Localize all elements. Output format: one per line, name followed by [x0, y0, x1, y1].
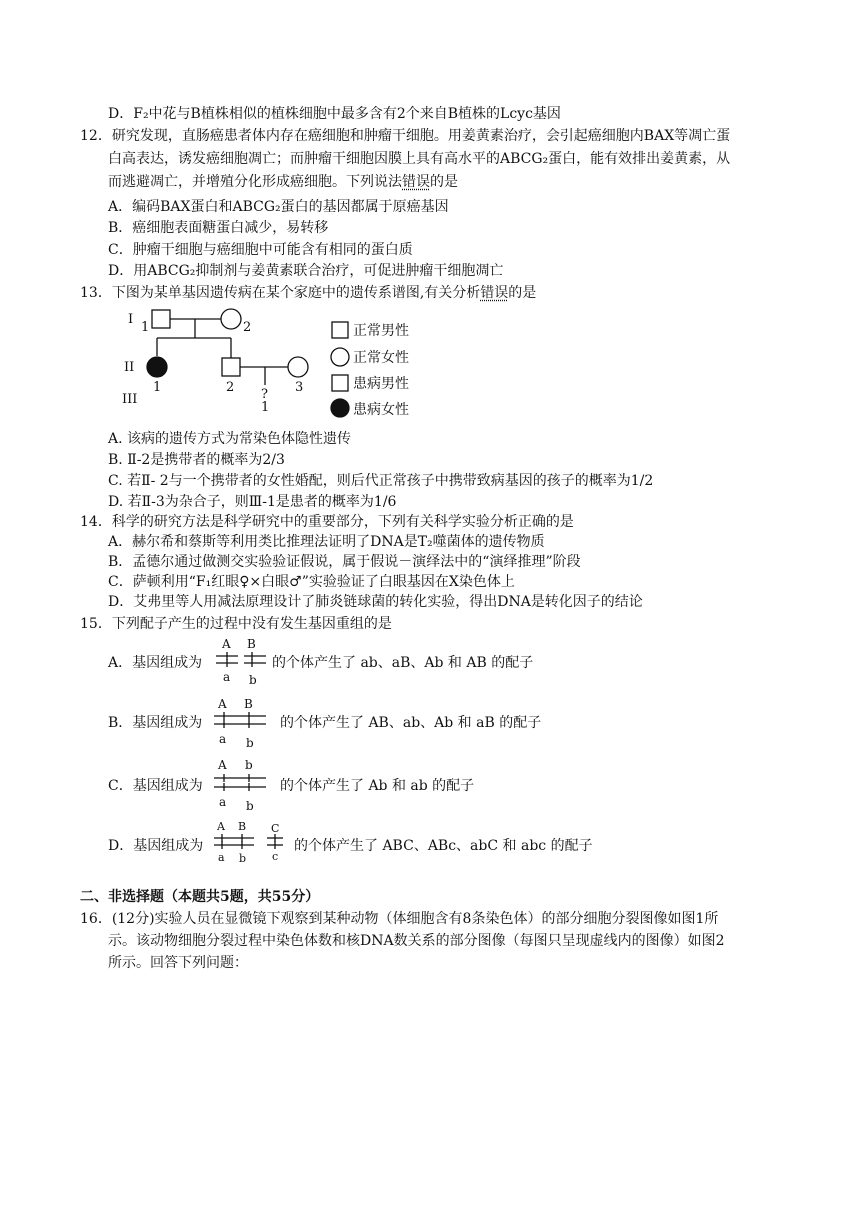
pedigree-i1-normal-male [152, 310, 170, 328]
q16-stem-line1: 16．(12分)实验人员在显微镜下观察到某种动物（体细胞含有8条染色体）的部分细胞分裂图像如图1所 [80, 911, 719, 927]
legend-normal-female-label: 正常女性 [353, 350, 409, 366]
q12-stem-line2: 白高表达，诱发癌细胞凋亡；而肿瘤干细胞因膜上具有高水平的ABCG₂蛋白，能有效排出姜黄素，从 [108, 151, 731, 167]
q15-option-d-text: 的个体产生了 ABC、ABc、abC 和 abc 的配子 [294, 838, 593, 854]
pedigree-num-iii1: 1 [261, 400, 270, 415]
q15-option-b-text: 的个体产生了 AB、ab、Ab 和 aB 的配子 [280, 715, 542, 731]
q15-stem: 15．下列配子产生的过程中没有发生基因重组的是 [80, 616, 392, 632]
q14-option-a: A．赫尔希和蔡斯等利用类比推理法证明了DNA是T₂噬菌体的遗传物质 [108, 534, 545, 550]
section-heading: 二、非选择题（本题共5题，共55分） [80, 889, 320, 905]
q13-option-b: B. Ⅱ-2是携带者的概率为2/3 [108, 452, 285, 468]
q11-option-d: D．F₂中花与B植株相似的植株细胞中最多含有2个来自B植株的Lcyc基因 [108, 106, 561, 122]
q15-option-a-label: A．基因组成为 [108, 655, 203, 671]
q15-b-allele-B: B [244, 697, 253, 711]
q13-stem-text: 13．下图为某单基因遗传病在某个家庭中的遗传系谱图,有关分析 [80, 285, 481, 301]
q15-option-c-label: C．基因组成为 [108, 778, 203, 794]
q15-b-allele-b: b [246, 736, 254, 750]
q15-d-allele-A: A [217, 820, 225, 833]
q12-option-a: A．编码BAX蛋白和ABCG₂蛋白的基因都属于原癌基因 [108, 199, 449, 215]
q14-option-b: B．孟德尔通过做测交实验验证假说，属于假说－演绎法中的“演绎推理”阶段 [108, 554, 581, 570]
q15-a-allele-B: B [247, 637, 256, 651]
pedigree-i2-normal-female [221, 309, 241, 329]
q15-c-allele-A: A [218, 758, 227, 772]
pedigree-num-ii1: 1 [153, 380, 162, 395]
legend-affected-male-label: 患病男性 [353, 376, 409, 392]
q15-c-allele-b-top: b [245, 758, 253, 772]
q15-option-d-label: D．基因组成为 [108, 838, 204, 854]
q13-option-d: D. 若Ⅱ-3为杂合子，则Ⅲ-1是患者的概率为1/6 [108, 494, 397, 510]
pedigree-ii3-normal-female [288, 357, 308, 377]
q15-d-allele-c: c [272, 850, 279, 863]
q15-b-chromosome-diagram [212, 696, 272, 752]
pedigree-ii1-affected-female [147, 357, 167, 377]
pedigree-chart [110, 300, 440, 425]
q12-stem-line1: 12．研究发现，直肠癌患者体内存在癌细胞和肿瘤干细胞。用姜黄素治疗，会引起癌细胞内BAX等凋亡蛋 [80, 128, 731, 144]
pedigree-num-ii3: 3 [295, 380, 304, 395]
q15-d-allele-B: B [238, 820, 247, 833]
legend-affected-female-icon [331, 399, 349, 417]
q15-b-allele-a: a [219, 732, 227, 746]
q12-stem-end: 的是 [430, 174, 458, 190]
pedigree-num-i2: 2 [243, 320, 252, 335]
q13-stem-end: 的是 [508, 285, 537, 301]
legend-affected-male-icon [332, 375, 348, 391]
pedigree-ii2-normal-male [222, 358, 240, 376]
q16-stem-line2: 示。该动物细胞分裂过程中染色体数和核DNA数关系的部分图像（每图只呈现虚线内的图像）如图2 [108, 933, 725, 949]
pedigree-gen-label-iii: III [122, 392, 138, 407]
q15-a-chromosome-diagram [212, 636, 272, 688]
legend-normal-male-label: 正常男性 [353, 323, 409, 339]
q12-option-d: D．用ABCG₂抑制剂与姜黄素联合治疗，可促进肿瘤干细胞凋亡 [108, 263, 504, 279]
q14-option-c: C．萨顿利用“F₁红眼♀×白眼♂”实验验证了白眼基因在X染色体上 [108, 574, 515, 590]
pedigree-gen-label-i: I [128, 312, 134, 327]
q12-stem-line3 [108, 172, 458, 192]
pedigree-num-i1: 1 [141, 320, 150, 335]
q15-c-allele-a: a [219, 795, 227, 809]
q15-a-allele-b: b [249, 673, 257, 687]
q12-emphasis: 错误 [402, 174, 430, 190]
q15-option-b-label: B．基因组成为 [108, 715, 203, 731]
q15-d-allele-a: a [218, 851, 225, 864]
legend-normal-female-icon [331, 348, 349, 366]
q12-option-c: C．肿瘤干细胞与癌细胞中可能含有相同的蛋白质 [108, 242, 413, 258]
q15-c-chromosome-diagram [212, 756, 272, 814]
q15-option-a-text: 的个体产生了 ab、aB、Ab 和 AB 的配子 [272, 655, 534, 671]
q15-d-allele-b: b [239, 852, 247, 865]
q15-b-allele-A: A [218, 697, 227, 711]
q12-stem-text: 而逃避凋亡，并增殖分化形成癌细胞。下列说法 [108, 174, 402, 190]
q13-option-a: A. 该病的遗传方式为常染色体隐性遗传 [108, 431, 352, 447]
q15-a-allele-A: A [222, 637, 231, 651]
q15-option-c-text: 的个体产生了 Ab 和 ab 的配子 [280, 778, 475, 794]
q16-stem-line3: 所示。回答下列问题： [108, 955, 248, 971]
q13-emphasis: 错误 [480, 285, 509, 301]
q13-option-c: C. 若Ⅱ- 2与一个携带者的女性婚配，则后代正常孩子中携带致病基因的孩子的概率为1/2 [108, 473, 654, 489]
pedigree-num-iii-question: ? [261, 387, 268, 402]
pedigree-gen-label-ii: II [124, 360, 135, 375]
legend-affected-female-label: 患病女性 [353, 402, 409, 418]
q14-stem: 14．科学的研究方法是科学研究中的重要部分，下列有关科学实验分析正确的是 [80, 514, 574, 530]
q15-a-allele-a: a [223, 670, 231, 684]
pedigree-num-ii2: 2 [226, 380, 235, 395]
legend-normal-male-icon [332, 322, 348, 338]
q15-c-allele-b-bottom: b [246, 799, 254, 813]
q15-d-chromosome-diagram [212, 818, 290, 868]
q14-option-d: D．艾弗里等人用减法原理设计了肺炎链球菌的转化实验，得出DNA是转化因子的结论 [108, 594, 643, 610]
q15-d-allele-C: C [271, 822, 280, 835]
q12-option-b: B．癌细胞表面糖蛋白减少，易转移 [108, 220, 329, 236]
